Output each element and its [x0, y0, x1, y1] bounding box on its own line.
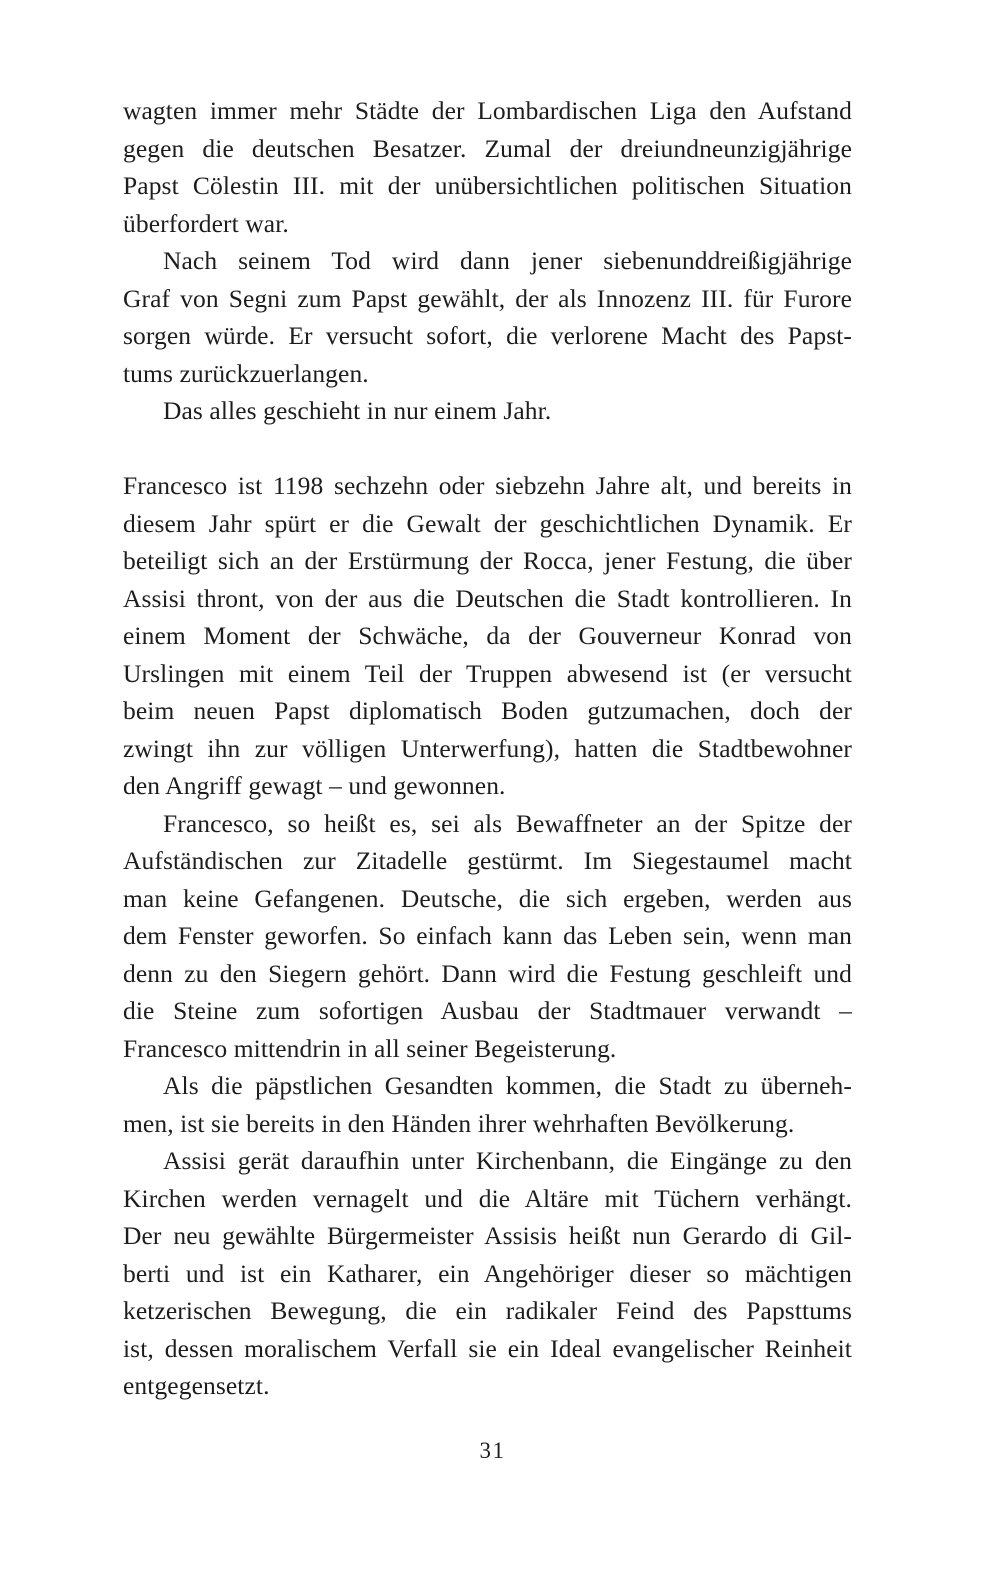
- text-line: Francesco ist 1198 sechzehn oder siebzehn Jahre alt, und bereits in: [123, 471, 852, 500]
- text-line: einem Moment der Schwäche, da der Gouverneur Konrad von: [123, 621, 852, 650]
- text-line: Assisi thront, von der aus die Deutschen die Stadt kontrollieren. In: [123, 583, 852, 613]
- page-number: 31: [479, 1438, 506, 1463]
- text-line: denn zu den Siegern gehört. Dann wird die Festung geschleift und: [123, 958, 852, 988]
- text-line: berti und ist ein Katharer, ein Angehöriger dieser so mächtigen: [123, 1258, 852, 1288]
- text-line: Assisi gerät daraufhin unter Kirchenbann, die Eingänge zu den: [163, 1146, 852, 1175]
- text-line: Aufständischen zur Zitadelle gestürmt. Im Siegestaumel macht: [123, 846, 852, 875]
- text-line: zwingt ihn zur völligen Unterwerfung), hatten die Stadtbewohner: [123, 733, 852, 763]
- text-line: Kirchen werden vernagelt und die Altäre mit Tüchern verhängt.: [123, 1183, 852, 1213]
- text-line: tums zurückzuerlangen.: [123, 358, 369, 388]
- text-line: man keine Gefangenen. Deutsche, die sich ergeben, werden aus: [123, 883, 852, 913]
- text-line: dem Fenster geworfen. So einfach kann das Leben sein, wenn man: [123, 921, 852, 950]
- text-line: die Steine zum sofortigen Ausbau der Stadtmauer verwandt –: [123, 996, 852, 1025]
- text-line: men, ist sie bereits in den Händen ihrer wehrhaften Bevölkerung.: [123, 1108, 795, 1138]
- text-line: Der neu gewählte Bürgermeister Assisis heißt nun Gerardo di Gil-: [123, 1221, 852, 1250]
- text-line: ketzerischen Bewegung, die ein radikaler Feind des Papsttums: [123, 1296, 852, 1325]
- text-line: Das alles geschieht in nur einem Jahr.: [163, 396, 552, 425]
- text-line: entgegensetzt.: [123, 1371, 270, 1400]
- text-line: Als die päpstlichen Gesandten kommen, die Stadt zu überneh-: [163, 1071, 852, 1100]
- text-line: Graf von Segni zum Papst gewählt, der als Innozenz III. für Furore: [123, 283, 852, 313]
- text-line: überfordert war.: [123, 208, 289, 238]
- text-line: Urslingen mit einem Teil der Truppen abwesend ist (er versucht: [123, 658, 852, 688]
- text-line: diesem Jahr spürt er die Gewalt der geschichtlichen Dynamik. Er: [123, 508, 852, 538]
- section-break: [123, 430, 852, 468]
- text-line: beim neuen Papst diplomatisch Boden gutzumachen, doch der: [123, 696, 852, 725]
- page-text: [123, 92, 852, 1405]
- text-line: den Angriff gewagt – und gewonnen.: [123, 771, 506, 800]
- text-line: Papst Cölestin III. mit der unübersichtlichen politischen Situation: [123, 171, 852, 200]
- text-line: sorgen würde. Er versucht sofort, die verlorene Macht des Papst-: [123, 321, 852, 350]
- text-line: Nach seinem Tod wird dann jener siebenunddreißigjährige: [163, 246, 852, 275]
- text-line: gegen die deutschen Besatzer. Zumal der dreiundneunzigjährige: [123, 133, 852, 163]
- text-line: ist, dessen moralischem Verfall sie ein Ideal evangelischer Reinheit: [123, 1333, 852, 1363]
- text-line: beteiligt sich an der Erstürmung der Rocca, jener Festung, die über: [123, 546, 852, 575]
- text-line: Francesco, so heißt es, sei als Bewaffneter an der Spitze der: [163, 808, 852, 838]
- text-line: wagten immer mehr Städte der Lombardischen Liga den Aufstand: [123, 96, 852, 125]
- text-line: Francesco mittendrin in all seiner Begeisterung.: [123, 1033, 617, 1063]
